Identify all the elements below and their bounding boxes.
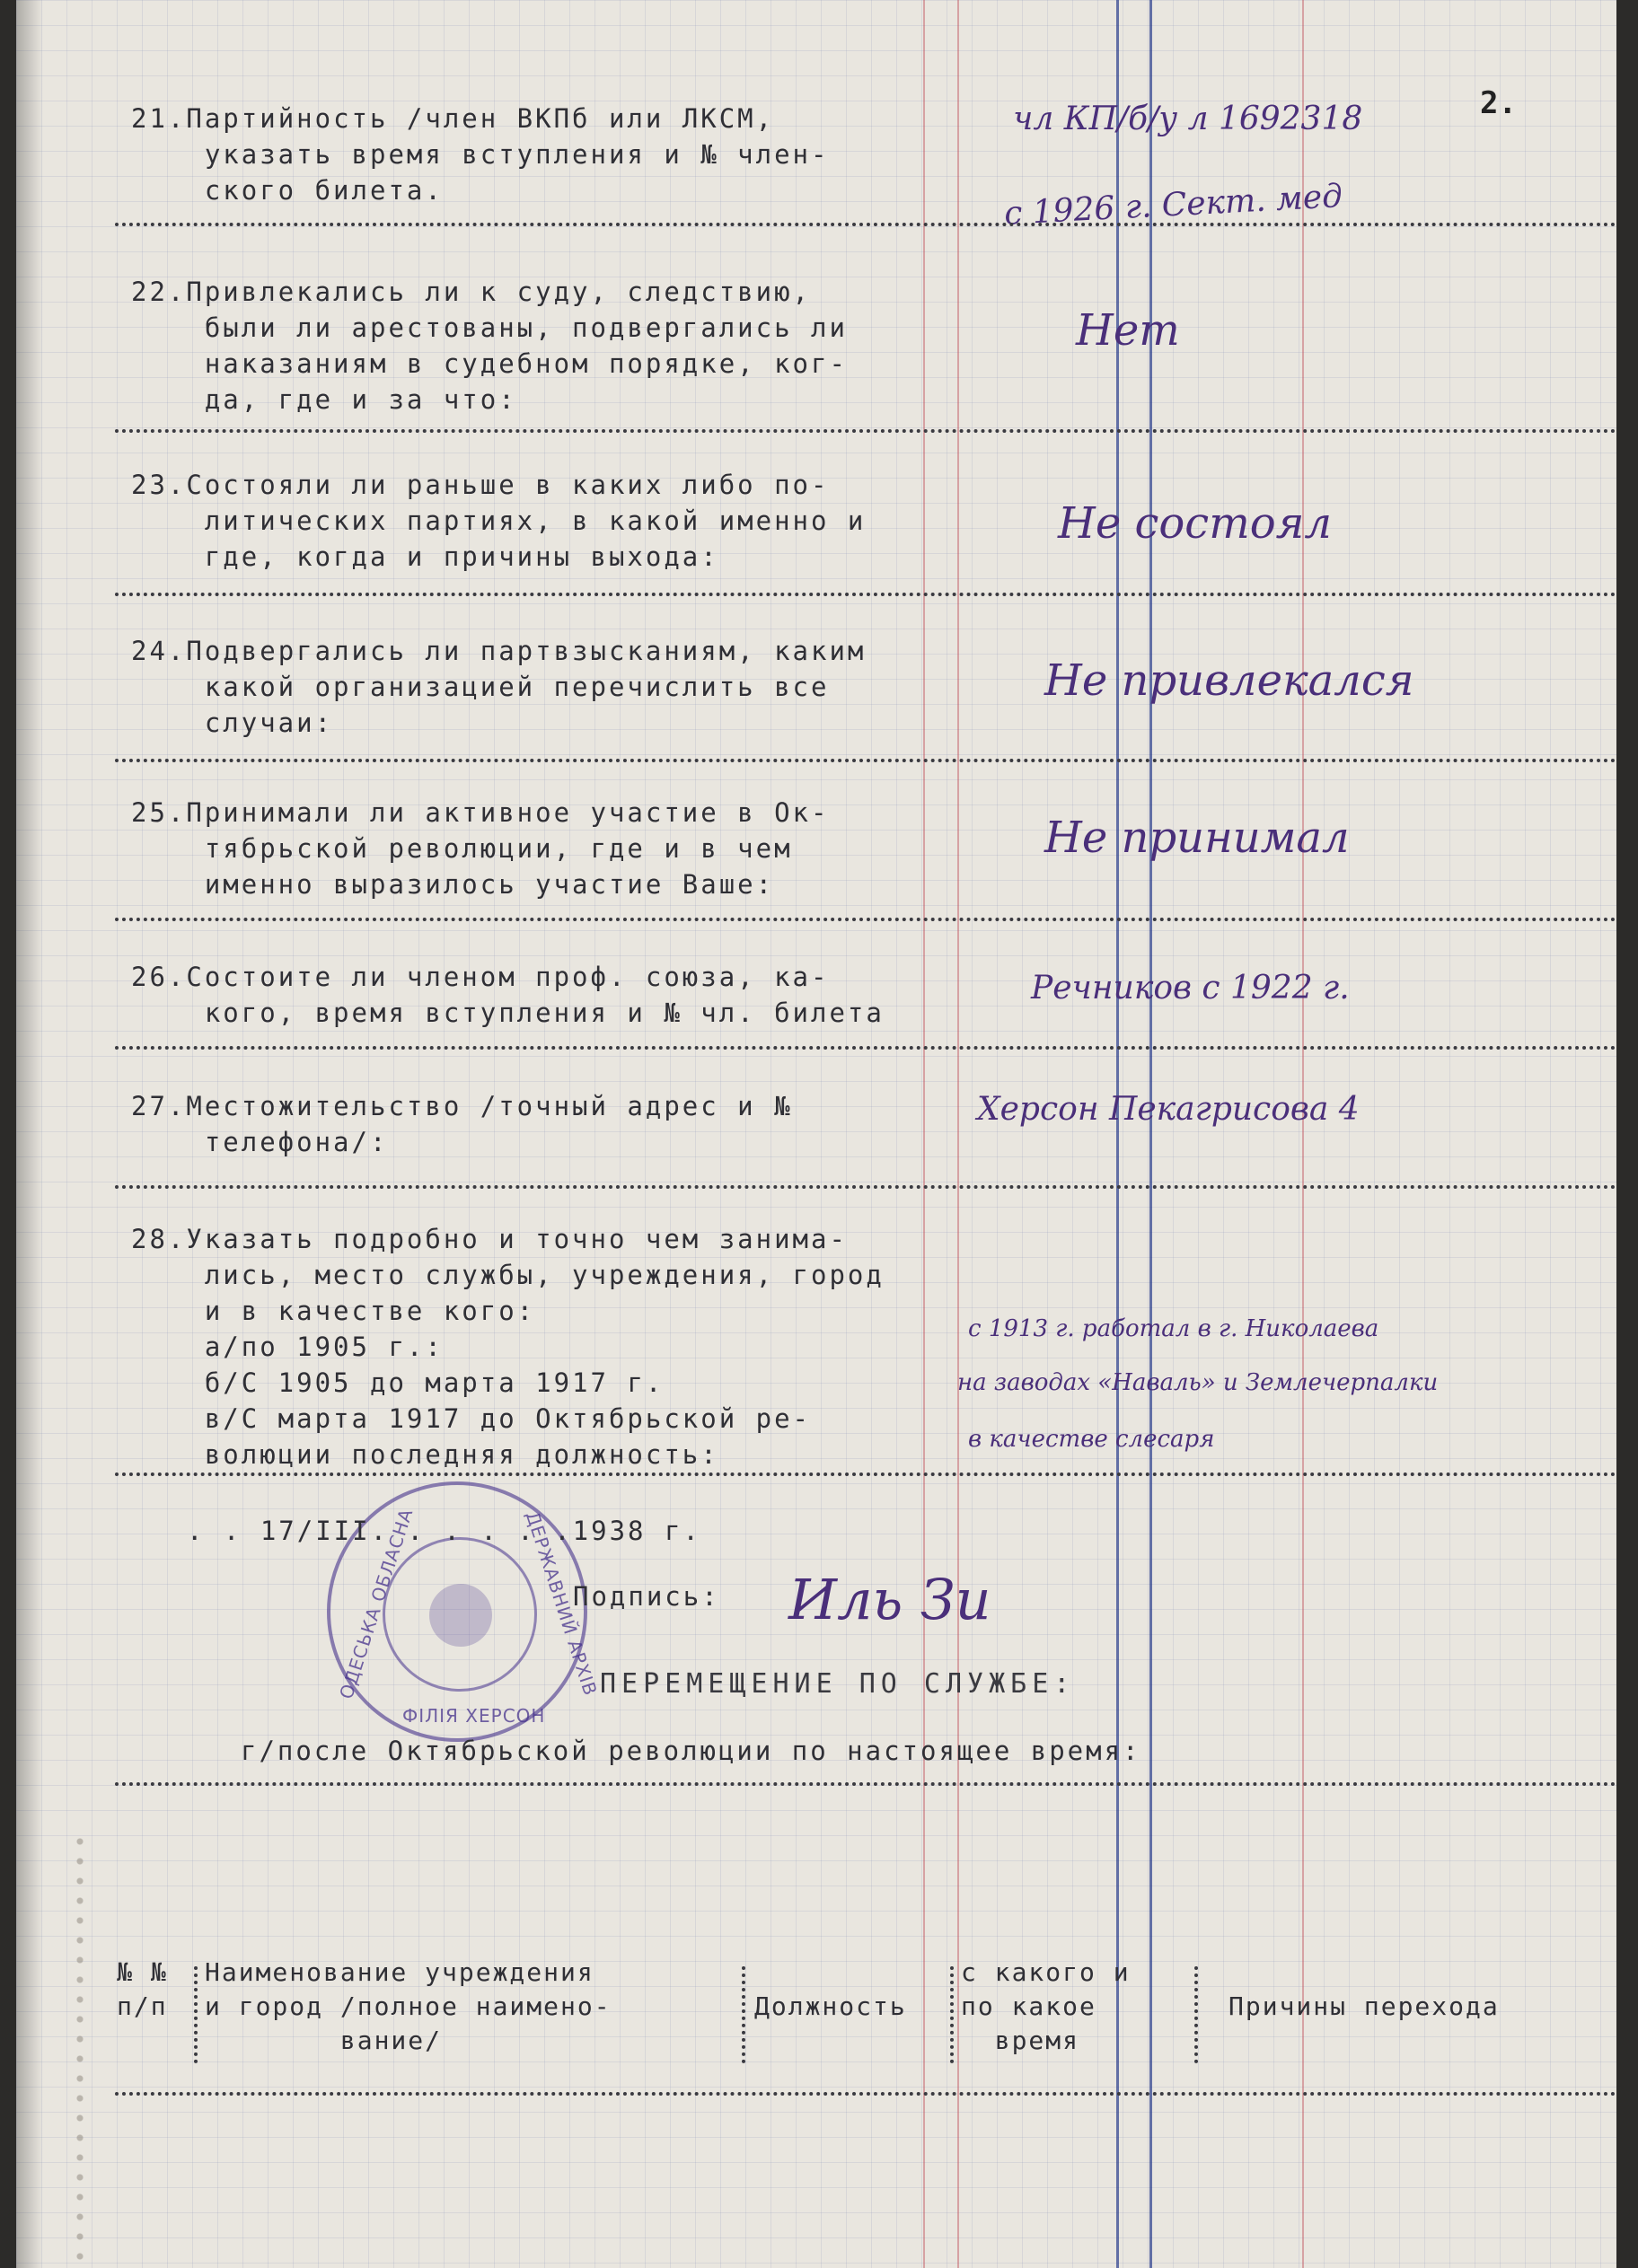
stamp-text-right: ДЕРЖАВНИЙ АРХІВ xyxy=(521,1508,602,1699)
answer-27: Херсон Пекагрисова 4 xyxy=(977,1091,1360,1128)
column-separator xyxy=(1194,1966,1198,2063)
answer-26: Речников с 1922 г. xyxy=(1031,970,1350,1007)
answer-25: Не принимал xyxy=(1044,813,1350,863)
answer-21-line-2: с 1926 г. Сект. мед xyxy=(1003,178,1343,233)
question-25: 25.Принимали ли активное участие в Ок- тябрьской революции, где и в чем именно выразилось участие Ваше: xyxy=(131,797,830,900)
separator xyxy=(115,918,1616,921)
signature: Иль Зи xyxy=(788,1567,991,1632)
separator xyxy=(115,1782,1616,1786)
separator xyxy=(115,593,1616,596)
answer-22: Нет xyxy=(1076,305,1180,356)
separator xyxy=(115,759,1616,762)
answer-24: Не привлекался xyxy=(1044,655,1414,706)
stamp-emblem-icon xyxy=(429,1584,492,1647)
column-separator xyxy=(194,1966,198,2063)
signature-label: Подпись: xyxy=(573,1581,720,1612)
answer-23: Не состоял xyxy=(1058,498,1332,549)
page-number: 2. xyxy=(1480,85,1517,121)
separator xyxy=(115,1046,1616,1050)
column-separator xyxy=(950,1966,954,2063)
stamp-text-left: ОДЕСЬКА ОБЛАСНА xyxy=(335,1505,418,1702)
form-sheet xyxy=(16,0,1616,2268)
answer-21-line-1: чл КП/б/у л 1692318 xyxy=(1013,101,1363,137)
separator xyxy=(115,2092,1616,2096)
question-21: 21.Партийность /член ВКПб или ЛКСМ, указать время вступления и № член- ского билета. xyxy=(131,103,830,206)
question-27: 27.Местожительство /точный адрес и № телефона/: xyxy=(131,1091,793,1157)
ruling-line xyxy=(1302,0,1304,2268)
section-title: ПЕРЕМЕЩЕНИЕ ПО СЛУЖБЕ: xyxy=(600,1668,1076,1700)
question-24: 24.Подвергались ли партвзысканиям, каким какой организацией перечислить все случаи: xyxy=(131,636,867,738)
separator xyxy=(115,1472,1616,1476)
stamp-text-bottom: ФІЛІЯ ХЕРСОН xyxy=(402,1705,546,1727)
answer-28-line-3: в качестве слесаря xyxy=(968,1426,1215,1453)
question-28: 28.Указать подробно и точно чем занима- лись, место службы, учреждения, город и в качестве кого: а/по 1905 г.: б/С 1905 до марта 1917 г. в/С марта 1917 до Октябрьской ре- волюции последняя должность: xyxy=(131,1224,885,1470)
question-26: 26.Состоите ли членом проф. союза, ка- кого, время вступления и № чл. билета xyxy=(131,962,885,1028)
date-line: . . 17/III. . . . . .1938 г. xyxy=(187,1516,701,1546)
question-23: 23.Состояли ли раньше в каких либо по- литических партиях, в какой именно и где, когда и причины выхода: xyxy=(131,470,867,572)
column-separator xyxy=(742,1966,745,2063)
question-22: 22.Привлекались ли к суду, следствию, были ли арестованы, подвергались ли наказаниям в судебном порядке, ког- да, где и за что: xyxy=(131,277,848,415)
left-edge-shadow xyxy=(16,0,43,2268)
ruling-line xyxy=(923,0,925,2268)
answer-28-line-2: на заводах «Наваль» и Землечерпалки xyxy=(957,1369,1439,1396)
table-header-reason: Причины перехода xyxy=(1228,1991,1500,2021)
table-header-num: № № п/п xyxy=(117,1957,168,2021)
separator xyxy=(115,429,1616,433)
separator xyxy=(115,1185,1616,1189)
table-header-position: Должность xyxy=(754,1991,907,2021)
binding-holes xyxy=(70,1832,90,2263)
ruling-line xyxy=(957,0,959,2268)
answer-28-line-1: с 1913 г. работал в г. Николаева xyxy=(968,1315,1379,1342)
section-subtitle: г/после Октябрьской революции по настоящее время: xyxy=(241,1736,1141,1766)
separator xyxy=(115,223,1616,226)
table-header-institution: Наименование учреждения и город /полное наимено- вание/ xyxy=(205,1957,612,2055)
table-header-period: с какого и по какое время xyxy=(961,1957,1131,2055)
